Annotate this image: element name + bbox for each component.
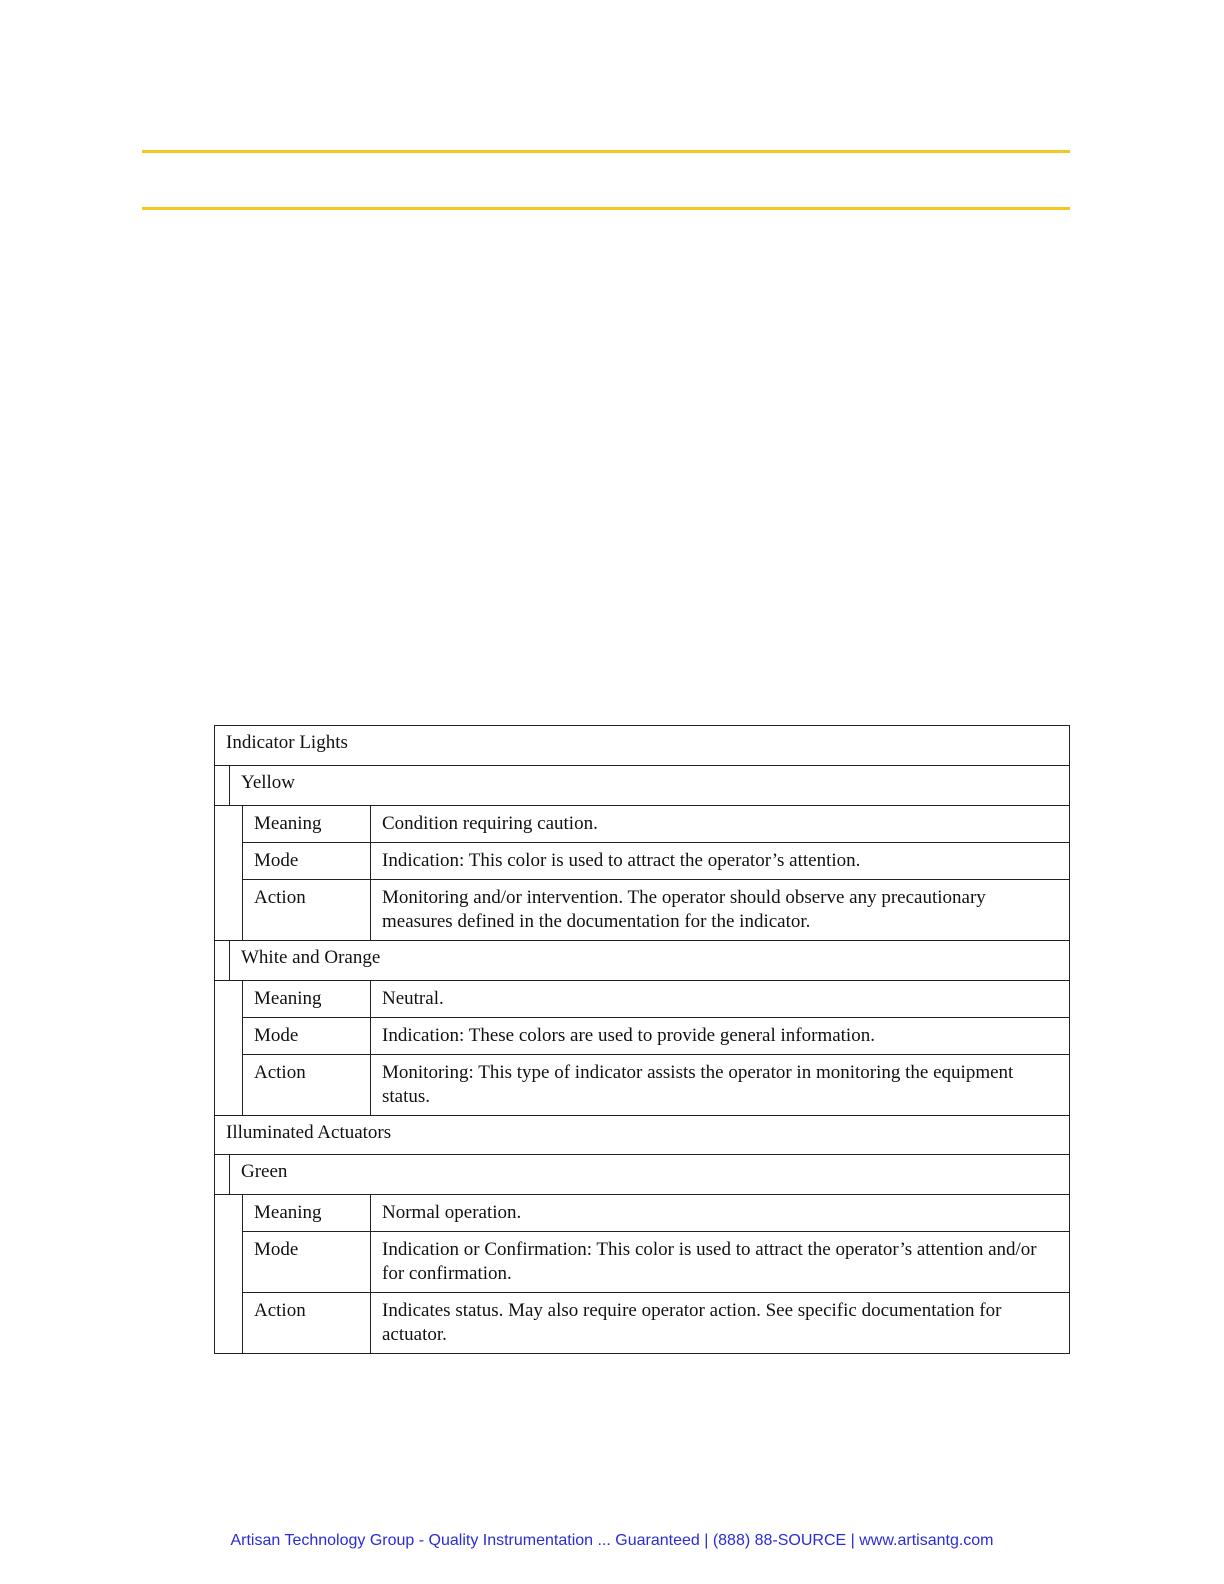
row-text: Indication or Confirmation: This color is used to attract the operator’s attention and/or for confirmation. [382, 1239, 1037, 1284]
table-row [243, 1195, 1069, 1231]
table-row [243, 1054, 1069, 1115]
table-row [243, 1017, 1069, 1054]
row-text: Monitoring: This type of indicator assists the operator in monitoring the equipment status. [382, 1062, 1014, 1107]
row-text: Normal operation. [382, 1202, 522, 1223]
row-label: Meaning [243, 806, 371, 842]
indicator-color-table [214, 725, 1070, 1354]
table-row [243, 981, 1069, 1017]
row-text: Monitoring and/or intervention. The operator should observe any precautionary measures defined in the documentation for the indicator. [382, 887, 986, 932]
row-text: Indication: This color is used to attract the operator’s attention. [382, 850, 861, 871]
group-rows [215, 1194, 1069, 1353]
table-row [243, 879, 1069, 940]
header-rule-bottom [142, 207, 1070, 210]
group-header [215, 765, 1069, 805]
group-title: Yellow [241, 772, 296, 793]
group-rows [215, 980, 1069, 1115]
row-label: Action [243, 1293, 371, 1353]
table-row [243, 1231, 1069, 1292]
table-row [243, 806, 1069, 842]
footer-link[interactable]: Artisan Technology Group - Quality Instrumentation ... Guaranteed | (888) 88-SOURCE | www.artisantg.com [230, 1532, 994, 1549]
row-text: Indicates status. May also require operator action. See specific documentation for actuator. [382, 1300, 1002, 1345]
section-title: Indicator Lights [226, 732, 348, 753]
group-header [215, 940, 1069, 980]
table-row [243, 1292, 1069, 1353]
section-title: Illuminated Actuators [215, 1115, 1069, 1154]
row-label: Meaning [243, 1195, 371, 1231]
row-label: Meaning [243, 981, 371, 1017]
row-label: Action [243, 880, 371, 940]
row-label: Mode [243, 1018, 371, 1054]
row-label: Mode [243, 1232, 371, 1292]
group-rows [215, 805, 1069, 940]
row-text: Indication: These colors are used to provide general information. [382, 1025, 875, 1046]
group-title: White and Orange [241, 947, 381, 968]
row-text: Neutral. [382, 988, 444, 1009]
group-header [215, 1154, 1069, 1194]
row-text: Condition requiring caution. [382, 813, 598, 834]
table-row [243, 842, 1069, 879]
header-rule-top [142, 150, 1070, 153]
row-label: Action [243, 1055, 371, 1115]
row-label: Mode [243, 843, 371, 879]
group-title: Green [241, 1161, 288, 1182]
